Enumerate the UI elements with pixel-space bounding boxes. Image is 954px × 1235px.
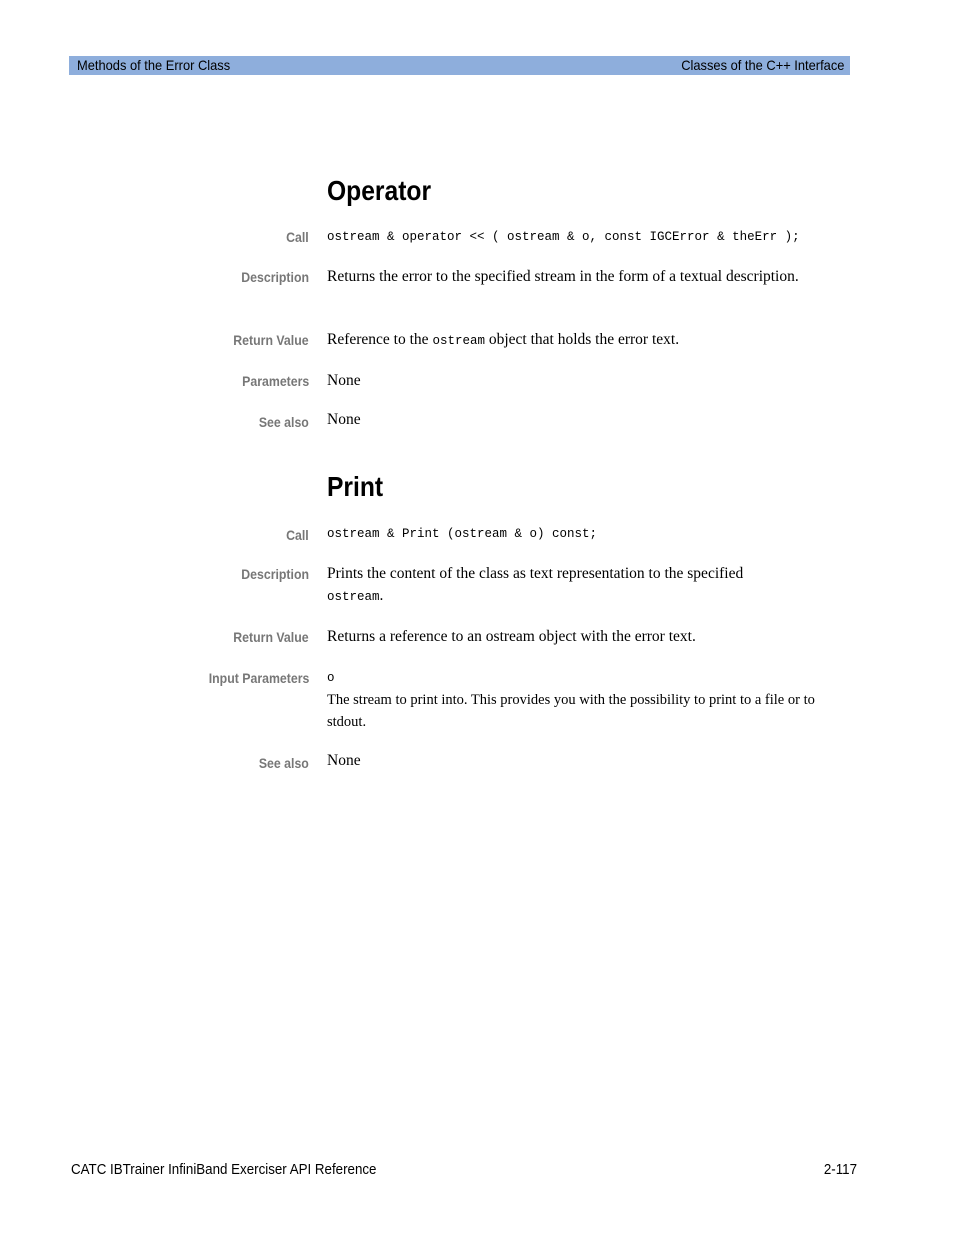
print-see-also-label: See also [258, 755, 309, 771]
print-input-parameters-label: Input Parameters [208, 670, 309, 686]
print-return-label: Return Value [233, 629, 309, 645]
running-header [69, 56, 850, 75]
print-param-description: The stream to print into. This provides you with the possibility to print to a file or to stdout. [327, 692, 815, 730]
print-see-also-text: None [327, 752, 361, 769]
print-call-signature: ostream & Print (ostream & o) const; [327, 527, 598, 541]
operator-return-prefix: Reference to the [327, 331, 433, 348]
operator-return-text [327, 329, 847, 352]
print-description-label: Description [241, 566, 309, 582]
operator-parameters-text: None [327, 372, 361, 389]
operator-see-also-label: See also [258, 414, 309, 430]
print-description-text [327, 563, 847, 608]
print-call-label: Call [286, 527, 309, 543]
header-section-title: Classes of the C++ Interface [680, 57, 844, 73]
operator-call-label: Call [286, 229, 309, 245]
footer-document-title: CATC IBTrainer InfiniBand Exerciser API Reference [71, 1162, 377, 1178]
print-description-end: . [379, 587, 384, 604]
print-description-main: Prints the content of the class as text representation to the specified [327, 565, 744, 582]
header-chapter-title: Methods of the Error Class [77, 57, 231, 73]
operator-return-code: ostream [432, 334, 485, 348]
operator-heading: Operator [327, 175, 432, 206]
operator-parameters-label: Parameters [241, 373, 309, 389]
operator-see-also-text: None [327, 411, 361, 428]
operator-call-signature: ostream & operator << ( ostream & o, const IGCError & theErr ); [327, 230, 800, 244]
print-return-text: Returns a reference to an ostream object with the error text. [327, 628, 696, 645]
operator-description-label: Description [241, 269, 309, 285]
operator-description-text: Returns the error to the specified stream in the form of a textual description. [327, 268, 799, 285]
operator-return-label: Return Value [233, 332, 309, 348]
print-param-name: o [327, 671, 335, 685]
print-description-code: ostream [327, 590, 380, 604]
page-number: 2-117 [823, 1162, 857, 1178]
operator-return-suffix: object that holds the error text. [484, 331, 680, 348]
print-heading: Print [327, 471, 384, 502]
